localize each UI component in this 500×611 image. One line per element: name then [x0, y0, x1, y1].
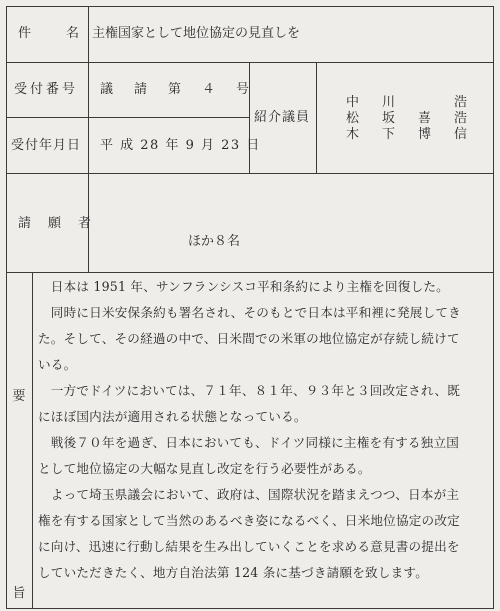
rule-mid-receipt: [6, 117, 249, 118]
summary-line: に向け、迅速に行動し結果を生み出していくことを求める意見書の提出を: [38, 539, 460, 554]
rule-label-column: [88, 6, 89, 273]
summary-line: 日本は 1951 年、サンフランシスコ平和条約により主権を回復した。: [38, 279, 449, 294]
summary-line: いる。: [38, 357, 77, 372]
receipt-number-label: 受付番号: [14, 82, 79, 97]
petitioner-label: 請 願 者: [18, 216, 94, 231]
rule-right: [493, 6, 494, 609]
summary-line: していただきたく、地方自治法第 124 条に基づき請願を致します。: [38, 565, 429, 580]
summary-label-bottom: 旨: [12, 586, 26, 601]
summary-line: 権を有する国家として当然のあるべき姿になるべく、日米地位協定の改定: [38, 513, 460, 528]
petitioner-value: ほか８名: [188, 234, 241, 249]
rule-after-petitioner: [6, 272, 494, 273]
receipt-date-value: 平 成 28 年 9 月 23 日: [100, 138, 261, 153]
introducer-name: 木 下 博 信: [346, 127, 473, 142]
summary-line: として地位協定の大幅な見直し改定を行う必要性がある。: [38, 461, 371, 476]
summary-line: 戦後７０年を過ぎ、日本においても、ドイツ同様に主権を有する独立国: [38, 435, 460, 450]
summary-label-top: 要: [12, 389, 26, 404]
rule-left: [6, 6, 7, 609]
summary-line: 同時に日米安保条約も署名され、そのもとで日本は平和裡に発展してき: [38, 305, 461, 320]
rule-receipt-right: [249, 62, 250, 174]
rule-summary-column: [32, 272, 33, 609]
subject-label: 件 名: [18, 26, 83, 41]
summary-line: た。そして、その経過の中で、日米間での米軍の地位協定が存続し続けて: [38, 331, 460, 346]
summary-line: よって埼玉県議会において、政府は、国際状況を踏まえつつ、日本が主: [38, 487, 460, 502]
receipt-date-label: 受付年月日: [11, 138, 82, 153]
subject-value: 主権国家として地位協定の見直しを: [92, 26, 301, 41]
summary-line: 一方でドイツにおいては、７１年、８１年、９３年と３回改定され、既: [38, 383, 461, 398]
introducer-name: 中 川 浩: [346, 95, 473, 110]
rule-top: [6, 6, 494, 7]
introducer-name: 松 坂 喜 浩: [346, 111, 473, 126]
introducer-label: 紹介議員: [254, 110, 311, 125]
rule-bottom: [6, 608, 494, 609]
rule-introducer-label-right: [316, 62, 317, 174]
receipt-number-value: 議 請 第 ４ 号: [100, 82, 254, 97]
summary-line: にほぼ国内法が適用される状態となっている。: [38, 409, 307, 424]
